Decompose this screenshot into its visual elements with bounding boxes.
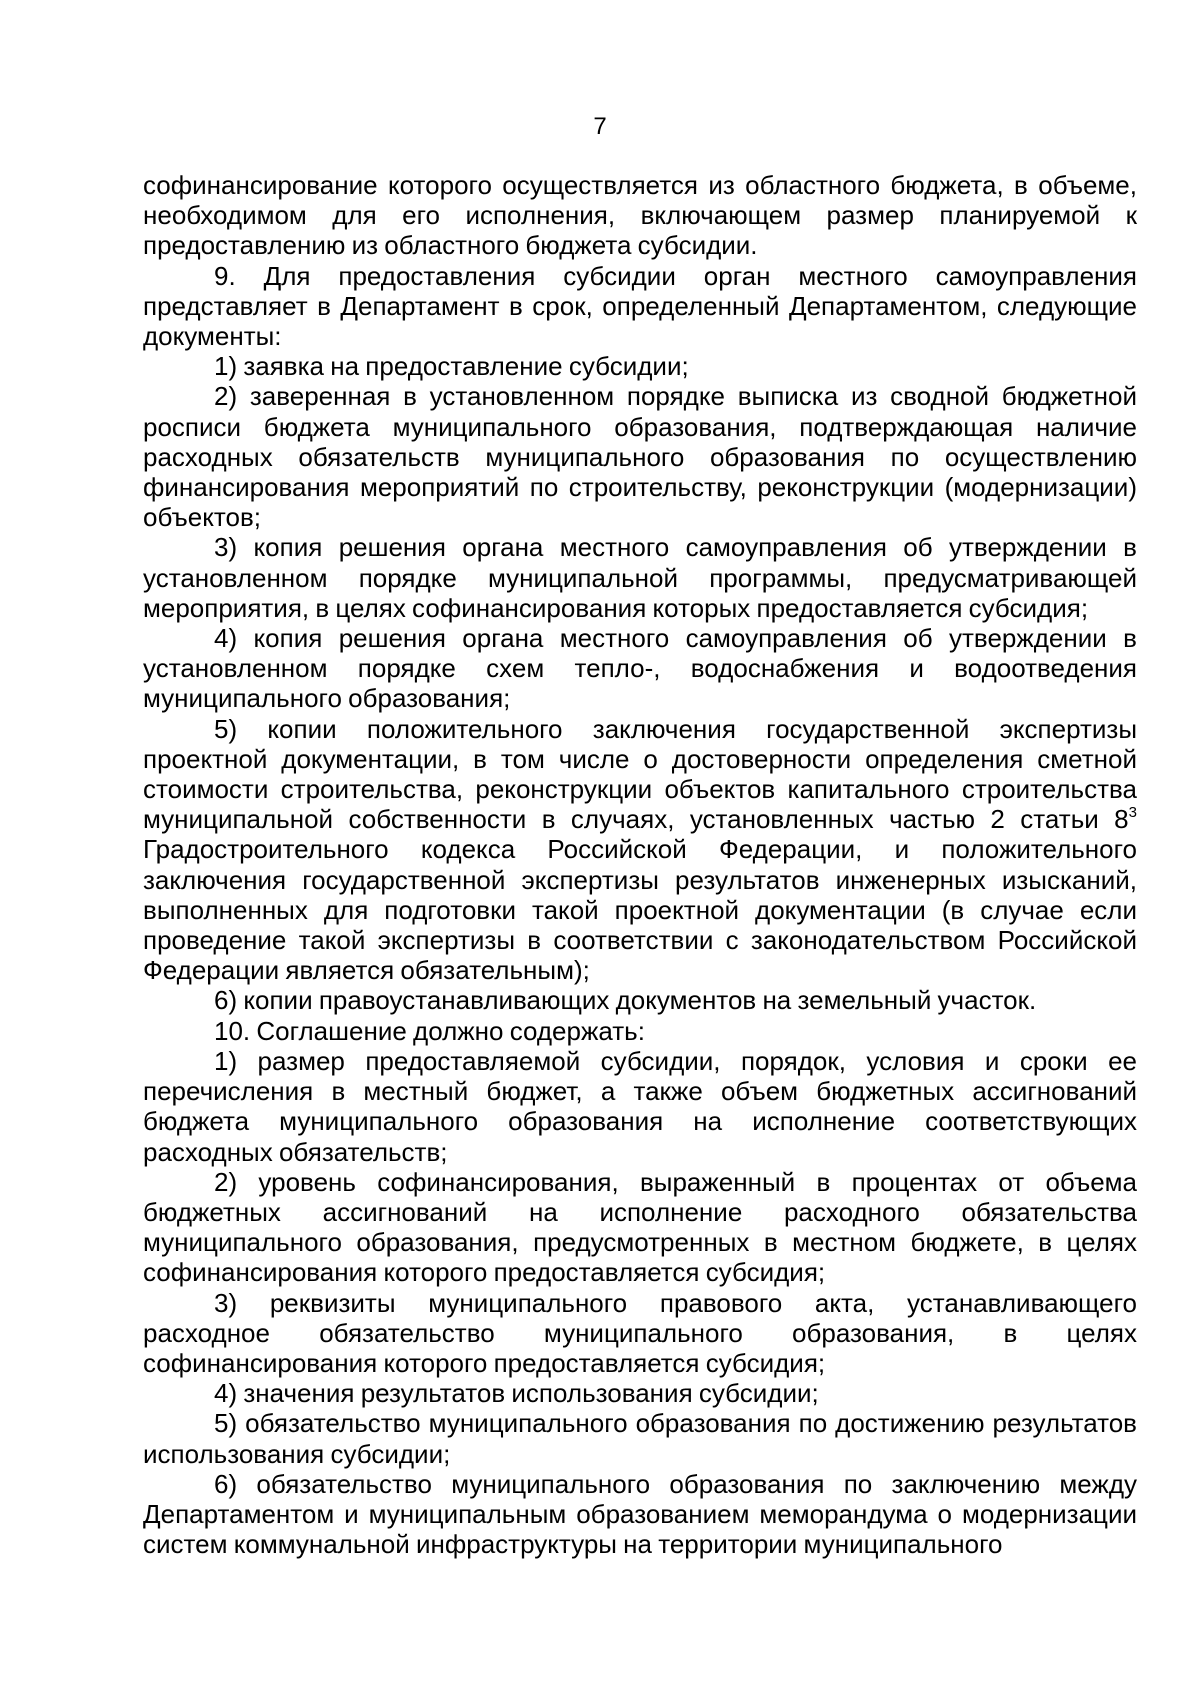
clause-9-item-1: 1) заявка на предоставление субсидии;	[214, 351, 689, 382]
page-number: 7	[593, 113, 607, 140]
clause-9-item-2: 2) заверенная в установленном порядке выписка из сводной бюджетной росписи бюджета муниципального образования, подтверждающая наличие расходных обязательств муниципального образования по осуществлению финансирования мероприятий по строительству, реконструкции (модернизации) объектов;	[143, 381, 1137, 533]
clause-10-item-1: 1) размер предоставляемой субсидии, порядок, условия и сроки ее перечисления в местный бюджет, а также объем бюджетных ассигнований бюджета муниципального образования на исполнение соответствующих расходных обязательств;	[143, 1045, 1137, 1167]
document-body	[143, 170, 1137, 1559]
paragraph-continuation: софинансирование которого осуществляется из областного бюджета, в объеме, необходимом для его исполнения, включающем размер планируемой к предоставлению из областного бюджета субсидии.	[143, 170, 1137, 261]
clause-9-item-4: 4) копия решения органа местного самоуправления об утверждении в установленном порядке схем тепло-, водоснабжения и водоотведения муниципального образования;	[143, 623, 1137, 714]
clause-9-item-5-text-start: 5) копии положительного заключения государственной экспертизы проектной документации, в том числе о достоверности определения сметной стоимости строительства, реконструкции объектов капитального строительства муниципальной собственности в случаях, установленных частью 2 статьи 8	[143, 713, 1137, 835]
clause-10-item-6: 6) обязательство муниципального образования по заключению между Департаментом и муниципальным образованием меморандума о модернизации систем коммунальной инфраструктуры на территории муниципального	[143, 1468, 1137, 1560]
clause-10: 10. Соглашение должно содержать:	[214, 1015, 645, 1046]
clause-10-item-5: 5) обязательство муниципального образования по достижению результатов использования субсидии;	[143, 1408, 1137, 1469]
clause-10-item-4: 4) значения результатов использования субсидии;	[214, 1378, 819, 1409]
clause-9-item-5-text-end: Градостроительного кодекса Российской Федерации, и положительного заключения государственной экспертизы результатов инженерных изысканий, выполненных для подготовки такой проектной документации (в случае если проведение такой экспертизы в соответствии с законодательством Российской Федерации является обязательным);	[143, 834, 1137, 986]
superscript-article-index: 3	[1128, 804, 1137, 822]
clause-10-item-2: 2) уровень софинансирования, выраженный в процентах от объема бюджетных ассигнований на исполнение расходного обязательства муниципального образования, предусмотренных в местном бюджете, в целях софинансирования которого предоставляется субсидия;	[143, 1166, 1137, 1288]
clause-9: 9. Для предоставления субсидии орган местного самоуправления представляет в Департамент в срок, определенный Департаментом, следующие документы:	[143, 260, 1137, 352]
clause-9-item-5	[143, 714, 1137, 986]
clause-9-item-6: 6) копии правоустанавливающих документов на земельный участок.	[214, 985, 1037, 1016]
clause-9-item-3: 3) копия решения органа местного самоуправления об утверждении в установленном порядке муниципальной программы, предусматривающей мероприятия, в целях софинансирования которых предоставляется субсидия;	[143, 532, 1137, 623]
clause-10-item-3: 3) реквизиты муниципального правового акта, устанавливающего расходное обязательство муниципального образования, в целях софинансирования которого предоставляется субсидия;	[143, 1287, 1137, 1378]
